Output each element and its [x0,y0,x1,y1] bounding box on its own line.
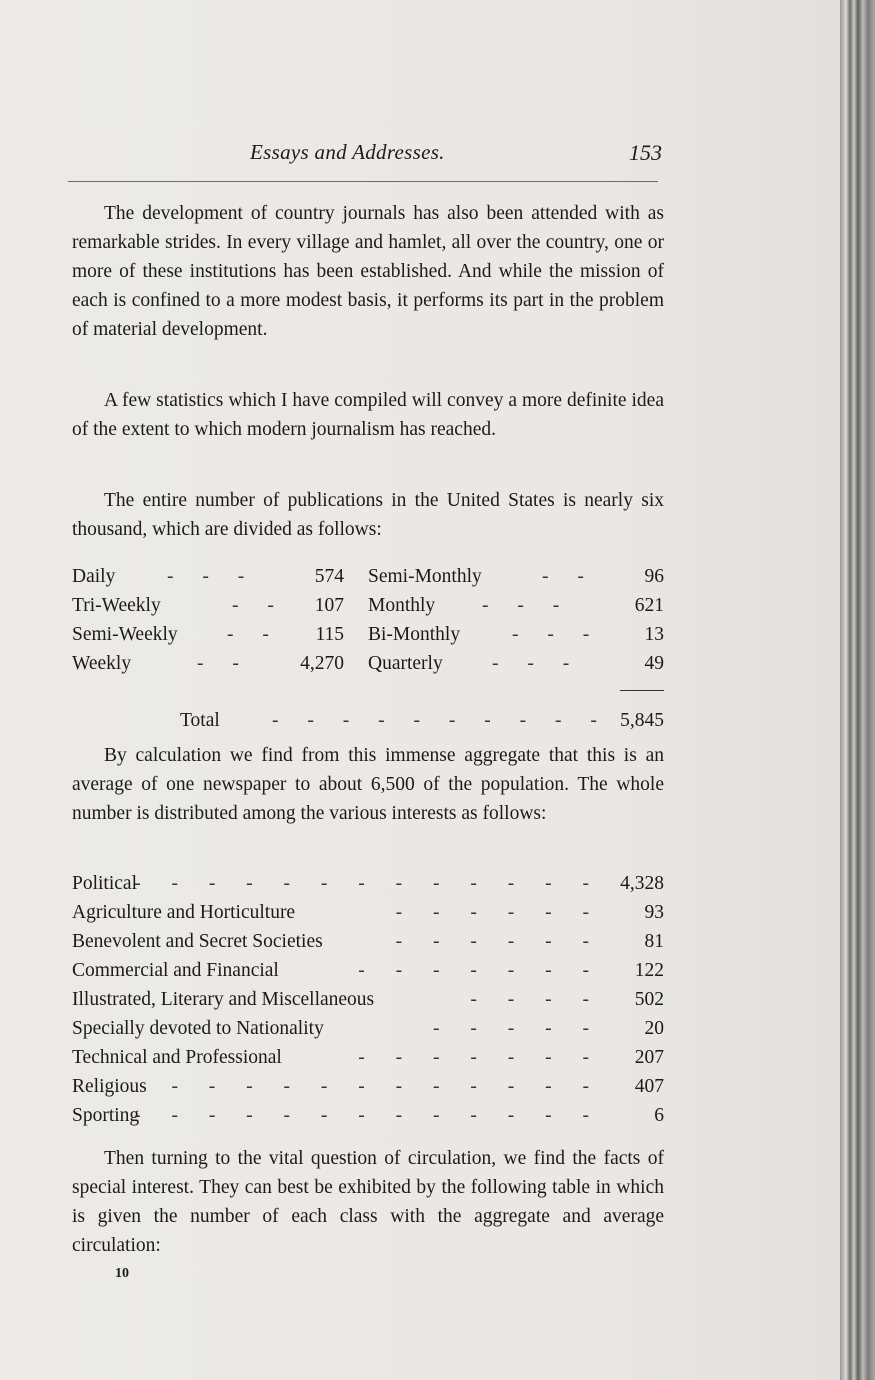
leader-dots: - - - [492,653,582,674]
interest-label: Religious [72,1076,147,1097]
right-label: Quarterly [368,653,443,674]
table-row [72,649,664,678]
right-label: Semi-Monthly [368,566,482,587]
interest-value: 407 [634,1076,664,1097]
right-label: Monthly [368,595,436,616]
page-number: 153 [629,140,662,165]
page-header [70,140,662,170]
leader-dots: - - - - - - - - - - - - - [134,873,602,894]
interest-label: Technical and Professional [72,1047,282,1068]
leader-dots: - - - - - - - - - - - - - [134,1105,602,1126]
left-label: Daily [72,566,116,587]
table-row [72,985,664,1014]
table-row [72,1072,664,1101]
leader-dots: - - [542,566,596,587]
left-label: Weekly [72,653,132,674]
total-rule [620,690,664,691]
left-value: 115 [315,624,344,645]
paragraph-country-journals: The development of country journals has also been attended with as remarkable strides. In every village and hamlet, all over the country, one or more of these institutions has been established. And while the mission of each is confined to a more modest basis, it performs its part in the problem of material development. [72,203,664,340]
interest-label: Specially devoted to Nationality [72,1018,324,1039]
leader-dots: - - - - - - - [358,960,602,981]
leader-dots: - - [227,624,281,645]
paragraph-average: By calculation we find from this immense aggregate that this is an average of one newspaper to about 6,500 of the population. The whole number is distributed among the various interests as follows: [72,745,664,824]
interest-value: 207 [634,1047,664,1068]
leader-dots: - - - - [470,989,602,1010]
interest-label: Agriculture and Horticulture [72,902,296,923]
leader-dots: - - - - - - - [358,1047,602,1068]
interest-label: Political [72,873,137,894]
interest-label: Sporting [72,1105,140,1126]
interests-table [72,869,664,1130]
total-label: Total [180,710,220,731]
interest-value: 20 [644,1018,664,1039]
left-label: Tri-Weekly [72,595,161,616]
header-rule [68,181,658,182]
leader-dots: - - - [482,595,572,616]
interest-value: 6 [654,1105,664,1126]
table-row [72,591,664,620]
right-value: 621 [634,595,664,616]
leader-dots: - - - - - [433,1018,602,1039]
interest-value: 4,328 [620,873,664,894]
table-row [72,1101,664,1130]
total-value: 5,845 [620,710,664,731]
interest-label: Benevolent and Secret Societies [72,931,323,952]
interest-value: 93 [644,902,664,923]
signature-mark: 10 [115,1266,129,1281]
running-head: Essays and Addresses. [250,140,445,164]
leader-dots: - - - - - - - - - - - - [171,1076,602,1097]
paragraph-circulation: Then turning to the vital question of circulation, we find the facts of special interest. They can best be exhibited by the following table in which is given the number of each class with the aggregate and average circulation: [72,1148,664,1256]
interest-value: 81 [644,931,664,952]
table-row [72,869,664,898]
left-label: Semi-Weekly [72,624,178,645]
leader-dots: - - - - - - - - - - [272,710,609,731]
book-binding-edge [840,0,875,1380]
left-value: 4,270 [300,653,344,674]
table-row [72,620,664,649]
table-row [72,1014,664,1043]
paragraph-publications-count: The entire number of publications in the United States is nearly six thousand, which are divided as follows: [72,490,664,540]
left-value: 574 [314,566,344,587]
leader-dots: - - [197,653,251,674]
interest-value: 502 [634,989,664,1010]
leader-dots: - - [232,595,286,616]
left-value: 107 [314,595,344,616]
paragraph-statistics-intro: A few statistics which I have compiled will convey a more definite idea of the extent to which modern journalism has reached. [72,390,664,440]
right-value: 13 [644,624,664,645]
leader-dots: - - - - - - [395,931,602,952]
right-label: Bi-Monthly [368,624,461,645]
right-value: 49 [644,653,664,674]
total-row [72,706,664,735]
table-row [72,562,664,591]
interest-value: 122 [634,960,664,981]
leader-dots: - - - [512,624,602,645]
table-row [72,956,664,985]
table-row [72,1043,664,1072]
right-value: 96 [644,566,664,587]
leader-dots: - - - [167,566,257,587]
frequency-table [72,562,664,678]
leader-dots: - - - - - - [395,902,602,923]
interest-label: Illustrated, Literary and Miscellaneous [72,989,375,1010]
table-row [72,898,664,927]
table-row [72,927,664,956]
interest-label: Commercial and Financial [72,960,279,981]
